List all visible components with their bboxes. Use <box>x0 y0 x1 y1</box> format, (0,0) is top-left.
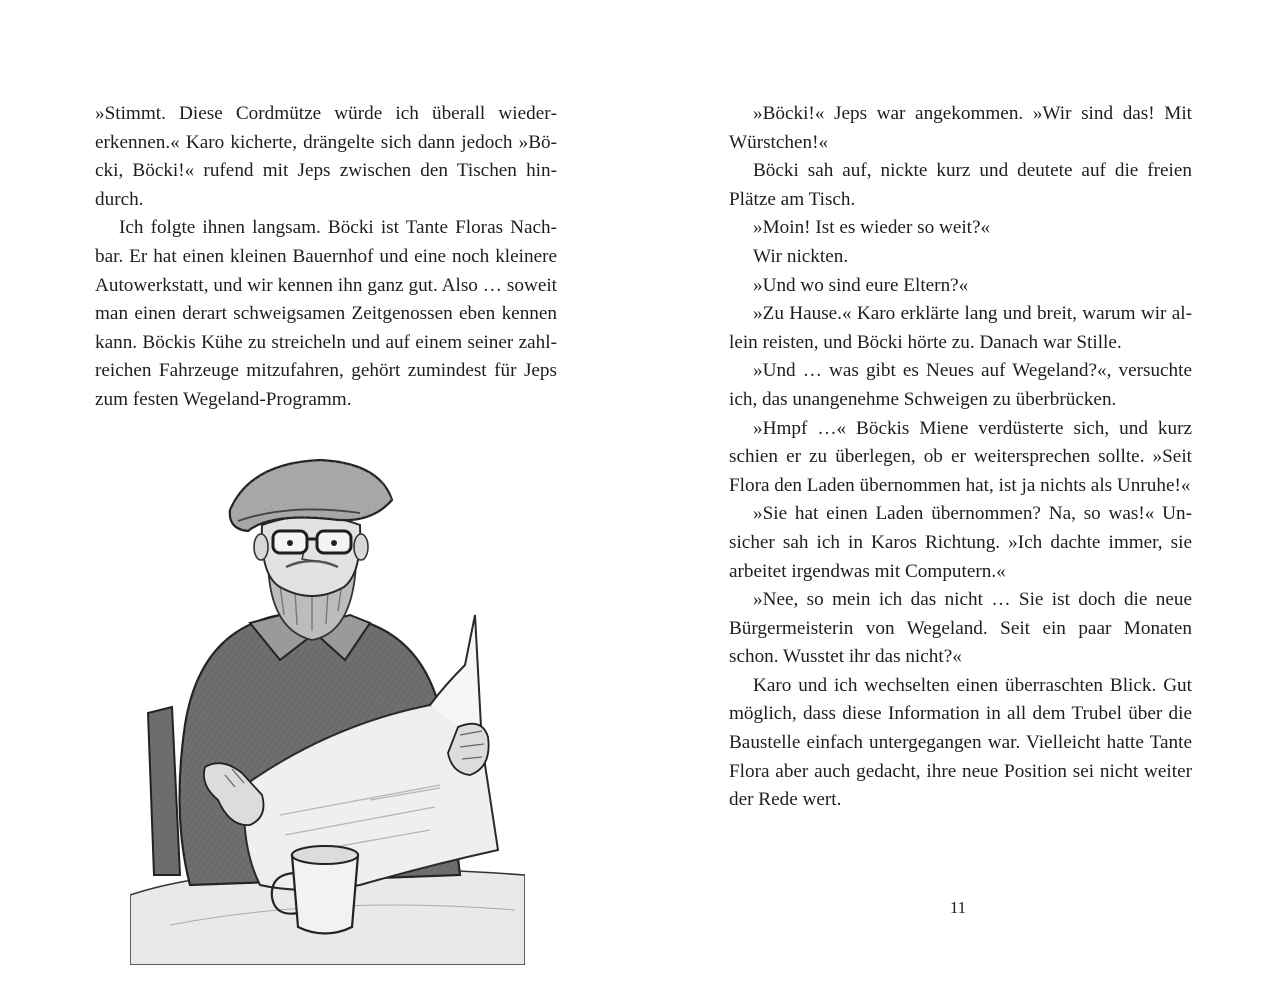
paragraph: Karo und ich wechselten einen überraschten Blick. Gut möglich, dass diese Information in all dem Trubel über die Baustelle einfach untergegangen war. Vielleicht hatte Tante Flora aber auch gedacht, ihre neue Position sei nicht weiter der Rede wert. <box>729 674 1192 811</box>
page-number: 11 <box>949 898 967 917</box>
illustration-man-reading-newspaper <box>130 455 525 965</box>
paragraph: Wir nickten. <box>753 245 849 267</box>
paragraph: »Sie hat einen Laden übernommen? Na, so was!« Unsicher sah ich in Karos Richtung. »Ich dachte immer, sie arbeitet irgendwas mit Computern.« <box>729 503 1192 582</box>
paragraph: »Nee, so mein ich das nicht … Sie ist doch die neue Bürgermeisterin von Wegeland. Seit ein paar Monaten schon. Wusstet ihr das nicht?« <box>729 589 1192 668</box>
paragraph: Ich folgte ihnen langsam. Böcki ist Tante Floras Nachbar. Er hat einen kleinen Bauernhof und eine noch kleinere Autowerkstatt, und wir kennen ihn ganz gut. Also … soweit man einen derart schweigsamen Zeitgenossen eben kennen kann. Böckis Kühe zu streicheln und auf einem seiner zahlreichen Fahrzeuge mitzufahren, gehört zumindest für Jeps zum festen Wegeland-Programm. <box>95 217 557 410</box>
left-page-text <box>95 100 557 415</box>
paragraph: »Zu Hause.« Karo erklärte lang und breit, warum wir allein reisten, und Böcki hörte zu. Danach war Stille. <box>729 303 1192 353</box>
left-page <box>0 0 642 1000</box>
right-page <box>642 0 1285 1000</box>
paragraph: »Und wo sind eure Eltern?« <box>753 274 969 296</box>
paragraph: »Böcki!« Jeps war angekommen. »Wir sind das! Mit Würstchen!« <box>729 103 1192 153</box>
paragraph: »Und … was gibt es Neues auf Wegeland?«, versuchte ich, das unangenehme Schweigen zu überbrücken. <box>729 360 1192 410</box>
paragraph: Böcki sah auf, nickte kurz und deutete auf die freien Plätze am Tisch. <box>729 160 1192 210</box>
right-page-text <box>729 100 1192 815</box>
paragraph: »Hmpf …« Böckis Miene verdüsterte sich, und kurz schien er zu überlegen, ob er weitersprechen sollte. »Seit Flora den Laden übernommen hat, ist ja nichts als Unruhe!« <box>729 417 1192 496</box>
paragraph: »Moin! Ist es wieder so weit?« <box>753 217 991 239</box>
paragraph: »Stimmt. Diese Cordmütze würde ich überall wiedererkennen.« Karo kicherte, drängelte sich dann jedoch »Böcki, Böcki!« rufend mit Jeps zwischen den Tischen hindurch. <box>95 103 557 210</box>
